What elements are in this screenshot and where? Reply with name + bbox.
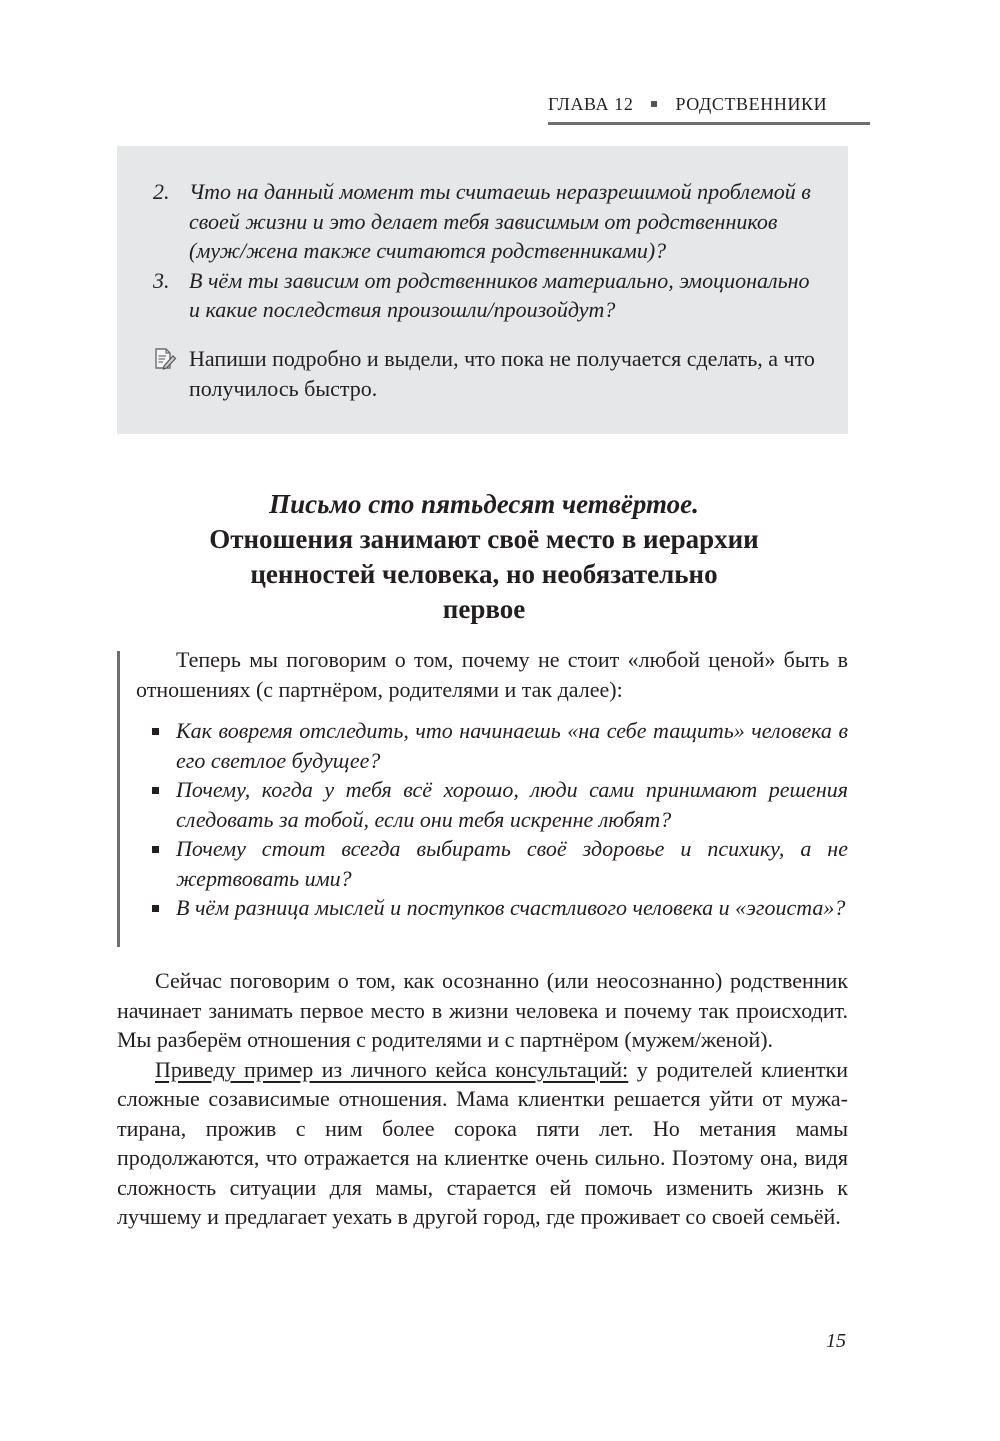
page-number: 15	[826, 1330, 846, 1352]
question-item	[136, 834, 848, 893]
task-item	[153, 266, 813, 325]
task-number: 2.	[153, 179, 170, 204]
letter-title	[120, 487, 848, 627]
question-text: Почему, когда у тебя всё хорошо, люди сами принимают решения следовать за тобой, если они тебя искренне любят?	[176, 777, 848, 832]
task-text: В чём ты зависим от родственников материально, эмоционально и какие последствия произошли/произойдут?	[189, 267, 810, 322]
square-bullet-icon	[152, 787, 159, 794]
square-bullet-icon	[152, 905, 159, 912]
intro-paragraph: Теперь мы поговорим о том, почему не стоит «любой ценой» быть в отношениях (с партнёром, родителями и так далее):	[136, 647, 848, 702]
task-list	[153, 177, 813, 325]
letter-title-line: первое	[442, 594, 526, 624]
body-text	[117, 966, 848, 1232]
chapter-label: ГЛАВА 12	[548, 94, 634, 114]
task-box	[117, 146, 848, 434]
square-bullet-icon	[152, 728, 159, 735]
running-header	[548, 94, 848, 115]
body-paragraph	[117, 1055, 848, 1232]
task-note	[153, 344, 849, 404]
question-item	[136, 716, 848, 775]
body-paragraph: Сейчас поговорим о том, как осознанно (или неосознанно) родственник начинает занимать первое место в жизни человека и почему так происходит. Мы разберём отношения с родителями и с партнёром (мужем/женой).	[117, 968, 848, 1052]
question-item	[136, 893, 848, 923]
intro-block	[136, 645, 848, 923]
underlined-phrase: Приведу пример из личного кейса консультаций:	[155, 1056, 629, 1082]
square-separator-icon	[651, 101, 657, 107]
question-text: Как вовремя отследить, что начинаешь «на себе тащить» человека в его светлое будущее?	[176, 718, 848, 773]
task-text: Что на данный момент ты считаешь неразрешимой проблемой в своей жизни и это делает тебя зависимым от родственников (муж/жена также считаются родственниками)?	[189, 179, 811, 263]
task-note-text: Напиши подробно и выдели, что пока не получается сделать, а что получилось быстро.	[189, 346, 815, 401]
writing-note-icon	[153, 347, 177, 371]
task-number: 3.	[153, 267, 170, 293]
section-label: РОДСТВЕННИКИ	[675, 94, 828, 114]
question-item	[136, 775, 848, 834]
task-item	[153, 177, 813, 266]
body-paragraph-rest: у родителей клиентки сложные созависимые отношения. Мама клиентки решается уйти от мужа-тирана, прожив с ним более сорока пяти лет. Но метания мамы продолжаются, что отражается на клиентке очень сильно. Поэтому она, видя сложность ситуации для мамы, старается ей помочь изменить жизнь к лучшему и предлагает уехать в другой город, где проживает со своей семьёй.	[117, 1056, 848, 1229]
header-rule	[548, 122, 870, 125]
question-text: Почему стоит всегда выбирать своё здоровье и психику, а не жертвовать ими?	[176, 836, 848, 891]
letter-title-line: Отношения занимают своё место в иерархии	[209, 524, 759, 554]
question-text: В чём разница мыслей и поступков счастливого человека и «эгоиста»?	[176, 895, 846, 920]
letter-number-heading: Письмо сто пятьдесят четвёртое.	[269, 489, 699, 519]
letter-title-line: ценностей человека, но необязательно	[250, 559, 718, 589]
question-list	[136, 716, 848, 923]
square-bullet-icon	[152, 846, 159, 853]
sidebar-rule	[117, 651, 120, 947]
